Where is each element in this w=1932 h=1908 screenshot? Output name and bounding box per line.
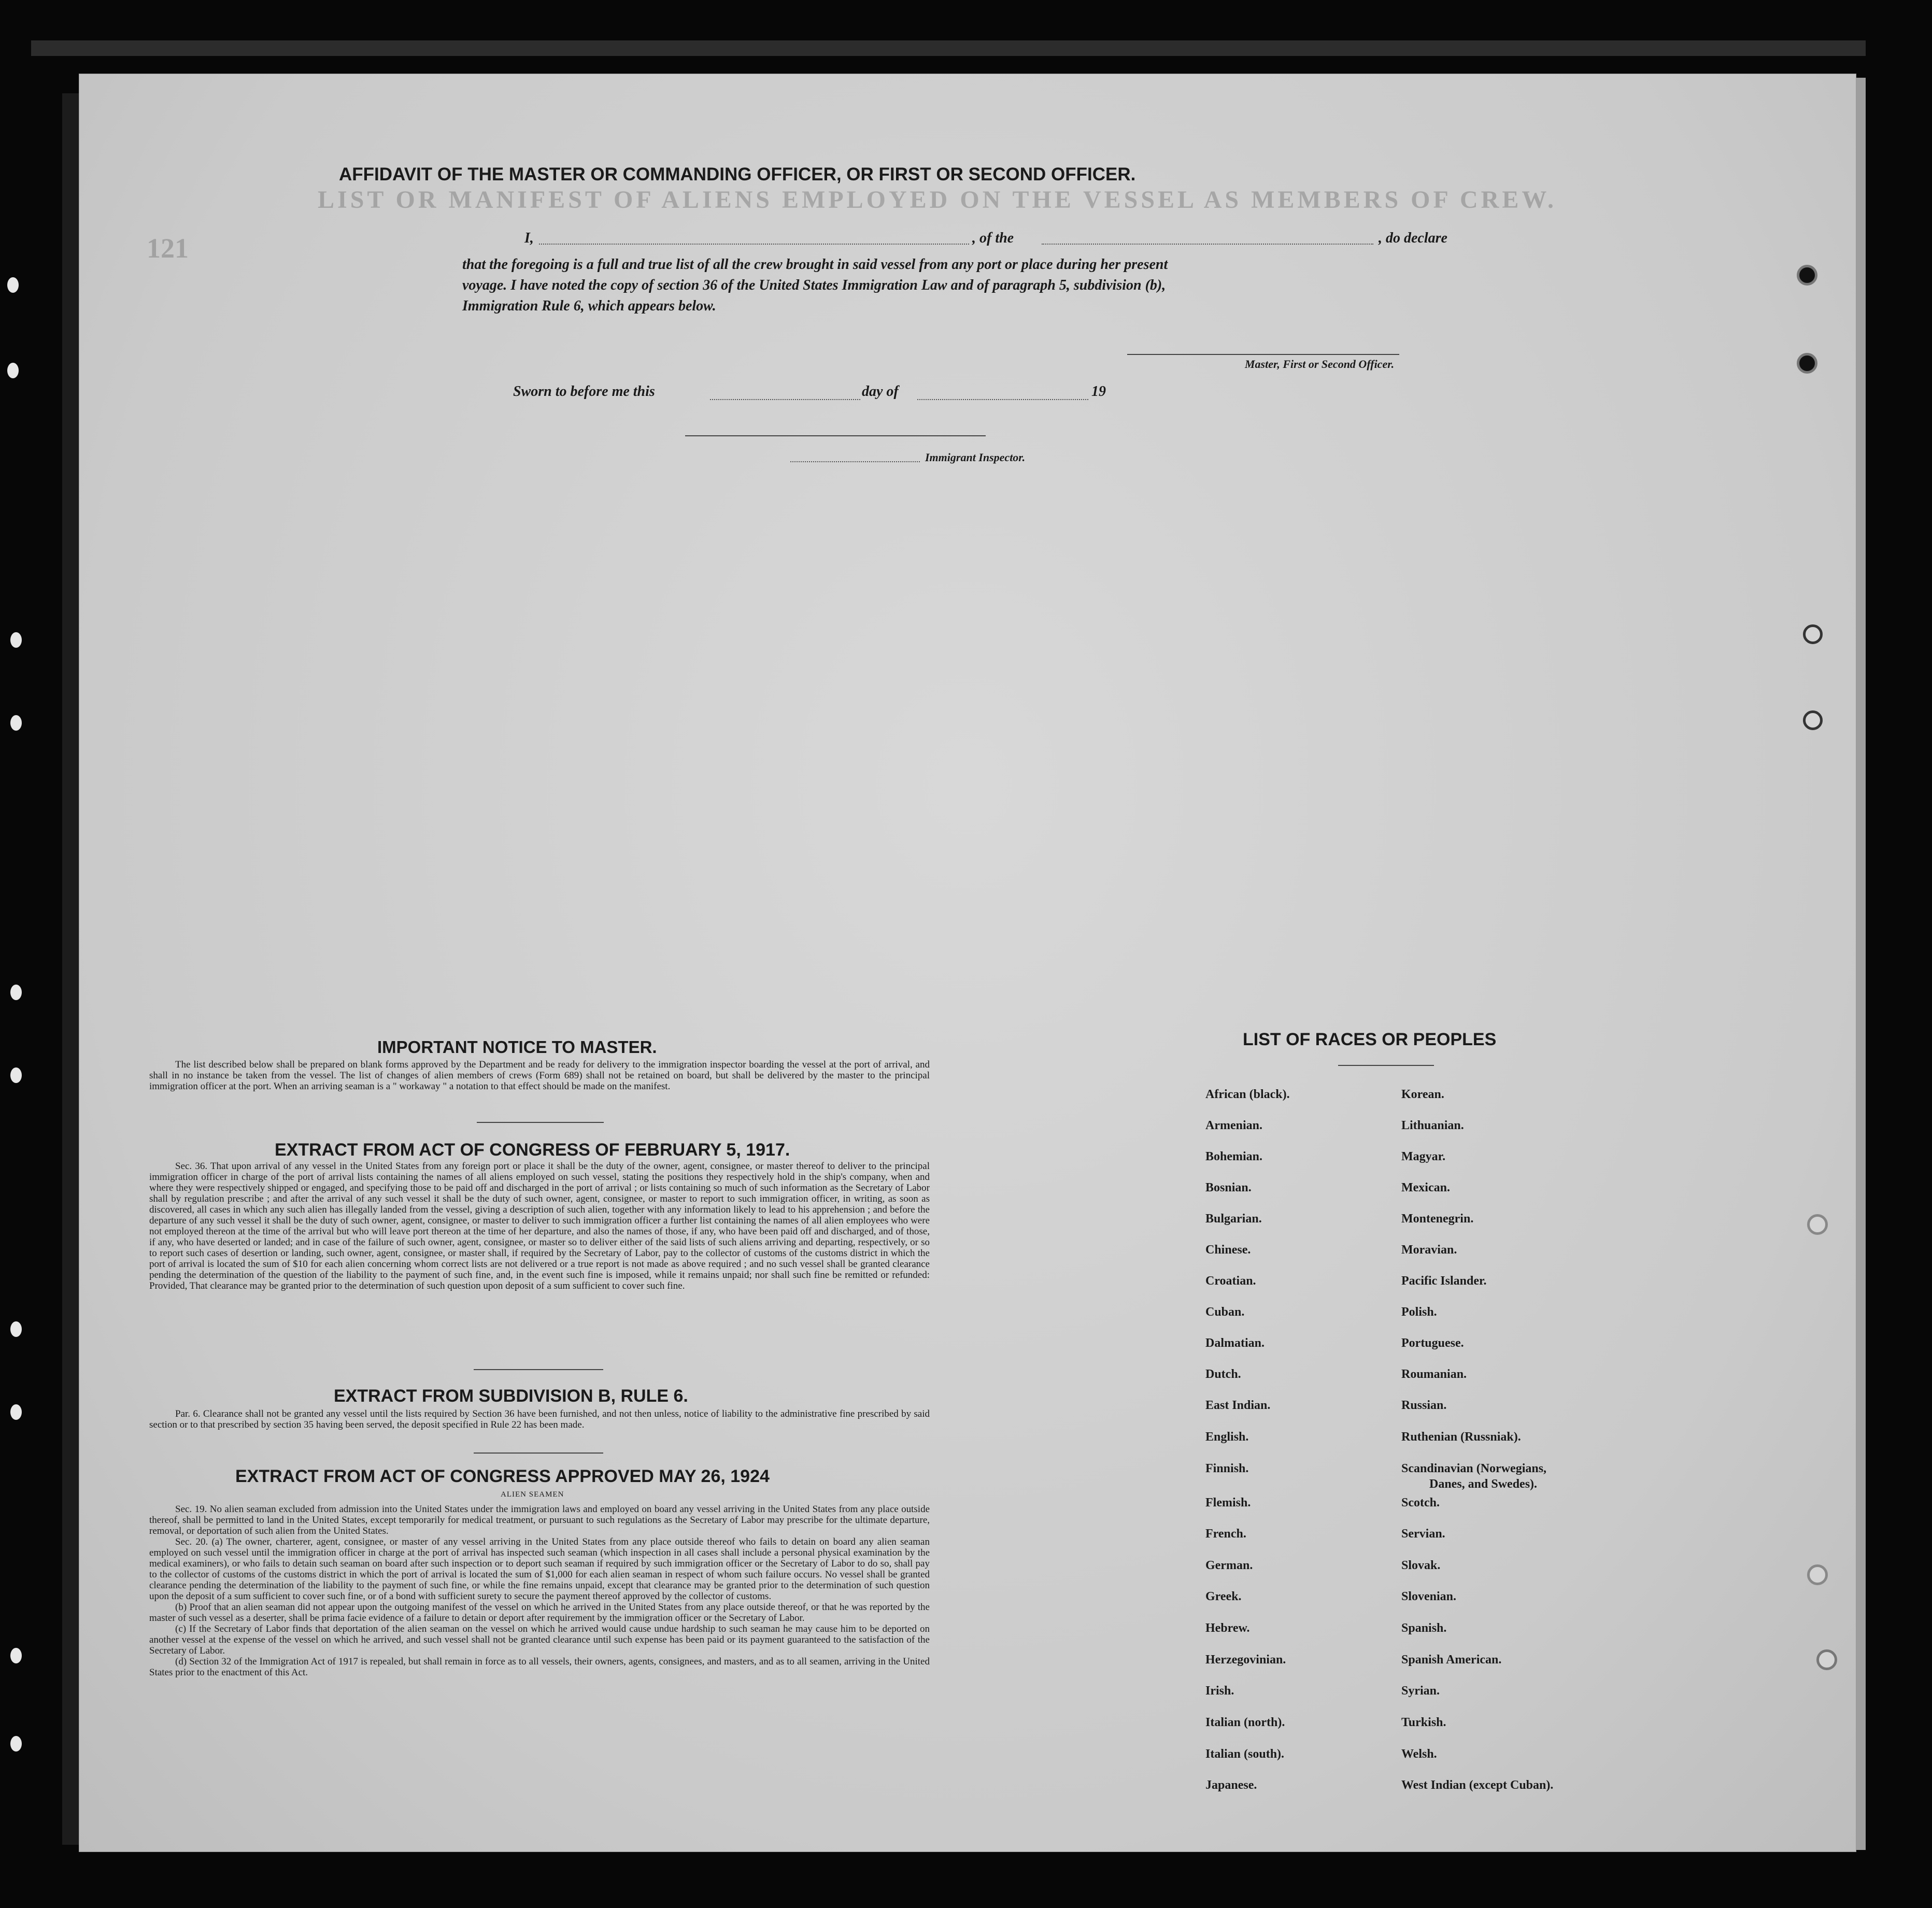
race-right-item: Syrian.: [1401, 1684, 1440, 1698]
binder-hole: [1816, 1649, 1837, 1670]
month-blank[interactable]: [917, 399, 1088, 400]
race-right-item: Scotch.: [1401, 1496, 1440, 1510]
inspector-name-blank[interactable]: [790, 461, 920, 462]
race-right-item: Lithuanian.: [1401, 1119, 1464, 1132]
binder-hole: [1807, 1214, 1828, 1235]
race-left-item: Herzegovinian.: [1205, 1653, 1286, 1667]
affidavit-title: AFFIDAVIT OF THE MASTER OR COMMANDING OFFICER, OR FIRST OR SECOND OFFICER.: [339, 164, 1136, 184]
sec-20a-paragraph: Sec. 20. (a) The owner, charterer, agent, consignee, or master of any vessel arriving in the United States from any place outside thereof who fails to detain on board any alien seaman employed on such vessel until the immigration officer in charge at the port of arrival has inspected such seaman (which inspection in all cases shall include a personal physical examination by the medical examiners), or who fails to detain such seaman on board after such inspection or to deport such seaman if required by such immigration officer or the Secretary of Labor to do so, shall pay to the collector of customs of the customs district in which the port of arrival is located the sum of $1,000 for each alien seaman in respect of whom such failure occurs. No vessel shall be granted clearance pending the determination of the liability to the payment of such fine, or while the fine remains unpaid, except that clearance may be granted prior to the determination of such question upon the deposit of a sum sufficient to cover such fine, or of a bond with sufficient surety to secure the payment thereof approved by the collector of customs.: [149, 1536, 930, 1602]
extract-rule6-text: [149, 1408, 930, 1430]
race-left-item: Irish.: [1205, 1684, 1234, 1698]
affidavit-line-2: voyage. I have noted the copy of section 36 of the United States Immigration Law and of paragraph 5, subdivision (b),: [462, 277, 1166, 293]
binder-hole: [1803, 710, 1823, 730]
race-right-item: Slovak.: [1401, 1559, 1441, 1572]
race-right-item: Slovenian.: [1401, 1590, 1457, 1603]
race-left-item: Italian (north).: [1205, 1716, 1285, 1729]
film-perforation: [10, 1067, 22, 1083]
par-6-paragraph: Par. 6. Clearance shall not be granted any vessel until the lists required by Section 36 have been furnished, and not then unless, notice of liability to the administrative fine prescribed by said section or to that prescribed by section 35 having been served, the deposit specified in Rule 22 has been made.: [149, 1408, 930, 1430]
sec-20b-paragraph: (b) Proof that an alien seaman did not appear upon the outgoing manifest of the vessel on which he arrived in the United States from any place outside thereof, or that he was reported by the master of such vessel as a deserter, shall be prima facie evidence of a failure to detain or deport after requirement by the immigration officer or the Secretary of Labor.: [149, 1602, 930, 1624]
day-of-label: day of: [862, 383, 899, 400]
of-the-label: , of the: [972, 230, 1014, 246]
extract-rule6-heading: EXTRACT FROM SUBDIVISION B, RULE 6.: [334, 1386, 688, 1406]
race-right-item: Pacific Islander.: [1401, 1274, 1487, 1288]
race-right-item: Spanish American.: [1401, 1653, 1502, 1667]
race-left-item: Finnish.: [1205, 1462, 1249, 1475]
race-right-item: Montenegrin.: [1401, 1212, 1474, 1226]
film-frame-top: [31, 40, 1866, 56]
i-label: I,: [524, 230, 534, 246]
race-right-item: Servian.: [1401, 1527, 1445, 1541]
inspector-signature-label: Immigrant Inspector.: [925, 451, 1026, 464]
film-perforation: [7, 363, 19, 378]
race-left-item: German.: [1205, 1559, 1253, 1572]
race-left-item: East Indian.: [1205, 1399, 1271, 1412]
binder-hole: [1797, 353, 1817, 374]
race-left-item: African (black).: [1205, 1088, 1290, 1101]
notice-paragraph: The list described below shall be prepared on blank forms approved by the Department and be ready for delivery to the immigration inspector boarding the vessel at the port of arrival, and shall in no instance be taken from the vessel. The list of changes of alien members of crews (Form 689) shall not be retained on board, but shall be delivered by the master to the principal immigration officer at the port. When an arriving seaman is a " workaway " a notation to that effect should be made on the manifest.: [149, 1059, 930, 1092]
extract-1924-heading: EXTRACT FROM ACT OF CONGRESS APPROVED MAY 26, 1924: [235, 1466, 770, 1486]
master-signature-label: Master, First or Second Officer.: [1245, 358, 1395, 371]
race-right-item: Magyar.: [1401, 1150, 1446, 1163]
race-right-item: Scandinavian (Norwegians,: [1401, 1462, 1547, 1475]
race-right-item: Ruthenian (Russniak).: [1401, 1430, 1521, 1444]
sworn-label: Sworn to before me this: [513, 383, 655, 400]
races-heading: LIST OF RACES OR PEOPLES: [1243, 1030, 1497, 1049]
sec-19-paragraph: Sec. 19. No alien seaman excluded from admission into the United States under the immigration laws and employed on board any vessel arriving in the United States from any place outside thereof, shall be permitted to land in the United States, except temporarily for medical treatment, or pursuant to such regulations as the Secretary of Labor may prescribe for the ultimate departure, removal, or deportation of such alien from the United States.: [149, 1504, 930, 1536]
race-right-item: Portuguese.: [1401, 1336, 1464, 1350]
divider: [474, 1369, 603, 1370]
race-right-item: Roumanian.: [1401, 1368, 1467, 1381]
divider: [474, 1453, 603, 1454]
binder-hole: [1803, 624, 1823, 644]
race-left-item: Hebrew.: [1205, 1621, 1250, 1635]
race-right-item: Turkish.: [1401, 1716, 1446, 1729]
film-perforation: [10, 985, 22, 1000]
bleed-through: LIST OR MANIFEST OF ALIENS EMPLOYED ON THE VESSEL AS MEMBERS OF CREW.: [318, 186, 1557, 213]
name-blank[interactable]: [539, 244, 969, 245]
race-left-item: Bohemian.: [1205, 1150, 1263, 1163]
day-blank[interactable]: [710, 399, 860, 400]
affidavit-line-1: that the foregoing is a full and true list of all the crew brought in said vessel from any port or place during her present: [462, 257, 1168, 273]
extract-1924-text: [149, 1504, 930, 1678]
sec-20c-paragraph: (c) If the Secretary of Labor finds that deportation of the alien seaman on the vessel on which he arrived would cause undue hardship to such seaman he may cause him to be deported on another vessel at the expense of the vessel on which he arrived, and such vessel shall not be granted clearance until such expense has been paid or its payment guaranteed to the satisfaction of the Secretary of Labor.: [149, 1624, 930, 1656]
race-right-item: Russian.: [1401, 1399, 1447, 1412]
race-right-item: Spanish.: [1401, 1621, 1447, 1635]
divider: [477, 1122, 604, 1123]
binder-hole: [1797, 265, 1817, 286]
master-signature-line[interactable]: [1127, 354, 1399, 355]
race-left-item: Flemish.: [1205, 1496, 1251, 1510]
vessel-blank[interactable]: [1042, 244, 1373, 245]
race-left-item: Croatian.: [1205, 1274, 1256, 1288]
notice-text: [149, 1059, 930, 1092]
film-perforation: [10, 1736, 22, 1752]
race-left-item: Cuban.: [1205, 1305, 1245, 1319]
film-perforation: [7, 277, 19, 293]
sec-20d-paragraph: (d) Section 32 of the Immigration Act of 1917 is repealed, but shall remain in force as to all vessels, their owners, agents, consignees, and masters, and as to all seamen, arriving in the United States prior to the enactment of this Act.: [149, 1656, 930, 1678]
film-perforation: [10, 715, 22, 731]
race-left-item: Bulgarian.: [1205, 1212, 1262, 1226]
film-perforation: [10, 1321, 22, 1337]
race-left-item: Bosnian.: [1205, 1181, 1252, 1194]
race-left-item: Japanese.: [1205, 1778, 1257, 1792]
race-right-item: West Indian (except Cuban).: [1401, 1778, 1554, 1792]
affidavit-line-3: Immigration Rule 6, which appears below.: [462, 298, 716, 314]
bleed-through: 121: [147, 233, 189, 264]
race-right-item: Polish.: [1401, 1305, 1437, 1319]
race-left-item: Italian (south).: [1205, 1747, 1285, 1761]
race-left-item: Chinese.: [1205, 1243, 1251, 1257]
race-right-item: Mexican.: [1401, 1181, 1450, 1194]
alien-seamen-subheading: ALIEN SEAMEN: [501, 1490, 564, 1499]
divider: [1338, 1065, 1434, 1066]
race-left-item: Dalmatian.: [1205, 1336, 1265, 1350]
extract-1917-text: [149, 1161, 930, 1291]
inspector-signature-line[interactable]: [685, 435, 986, 436]
extract-1917-heading: EXTRACT FROM ACT OF CONGRESS OF FEBRUARY 5, 1917.: [275, 1140, 790, 1160]
race-right-item: Moravian.: [1401, 1243, 1457, 1257]
notice-heading: IMPORTANT NOTICE TO MASTER.: [377, 1037, 657, 1057]
film-perforation: [10, 1648, 22, 1663]
race-right-item: Welsh.: [1401, 1747, 1437, 1761]
race-left-item: Armenian.: [1205, 1119, 1262, 1132]
film-perforation: [10, 632, 22, 648]
race-left-item: French.: [1205, 1527, 1246, 1541]
film-frame-left: [62, 93, 81, 1845]
race-left-item: Greek.: [1205, 1590, 1242, 1603]
sec-36-paragraph: Sec. 36. That upon arrival of any vessel in the United States from any foreign port or place it shall be the duty of the owner, agent, consignee, or master thereof to deliver to the principal immigration officer in charge of the port of arrival lists containing the names of all aliens employed on such vessel, stating the positions they respectively hold in the ship's company, when and where they were respectively shipped or engaged, and specifying those to be paid off and discharged in the port of arrival ; or lists containing so much of such information as the Secretary of Labor shall by regulation prescribe ; and after the arrival of any such vessel it shall be the duty of such owner, agent, consignee, or master to report to such immigration officer, in writing, as soon as discovered, all cases in which any such alien has illegally landed from the vessel, giving a description of such alien, together with any information likely to lead to his apprehension ; and before the departure of any such vessel it shall be the duty of such owner, agent, consignee, or master to deliver to such immigration officer a further list containing the names of all alien employees who were not employed thereon at the time of the arrival but who will leave port thereon at the time of her departure, and also the names of those, if any, who have been paid off and discharged, and of those, if any, who have deserted or landed; and in case of the failure of such owner, agent, consignee, or master so to deliver either of the said lists of such aliens arriving and departing, respectively, or so to report such cases of desertion or landing, such owner, agent, consignee, or master shall, if required by the Secretary of Labor, pay to the collector of customs of the customs district in which the port of arrival is located the sum of $10 for each alien concerning whom correct lists are not delivered or a true report is not made as above required ; and no such vessel shall be granted clearance pending the determination of the question of the liability to the payment of such fine, and, in the event such fine is imposed, while it remains unpaid; nor shall such fine be remitted or refunded: Provided, That clearance may be granted prior to the determination of such question upon deposit of a sum sufficient to cover such fine.: [149, 1161, 930, 1291]
race-right-item: Korean.: [1401, 1088, 1444, 1101]
year-label: 19: [1091, 383, 1106, 400]
race-right-item-continued: Danes, and Swedes).: [1429, 1477, 1538, 1491]
race-left-item: English.: [1205, 1430, 1249, 1444]
do-declare-label: , do declare: [1379, 230, 1447, 246]
race-left-item: Dutch.: [1205, 1368, 1241, 1381]
film-perforation: [10, 1404, 22, 1420]
binder-hole: [1807, 1564, 1828, 1585]
